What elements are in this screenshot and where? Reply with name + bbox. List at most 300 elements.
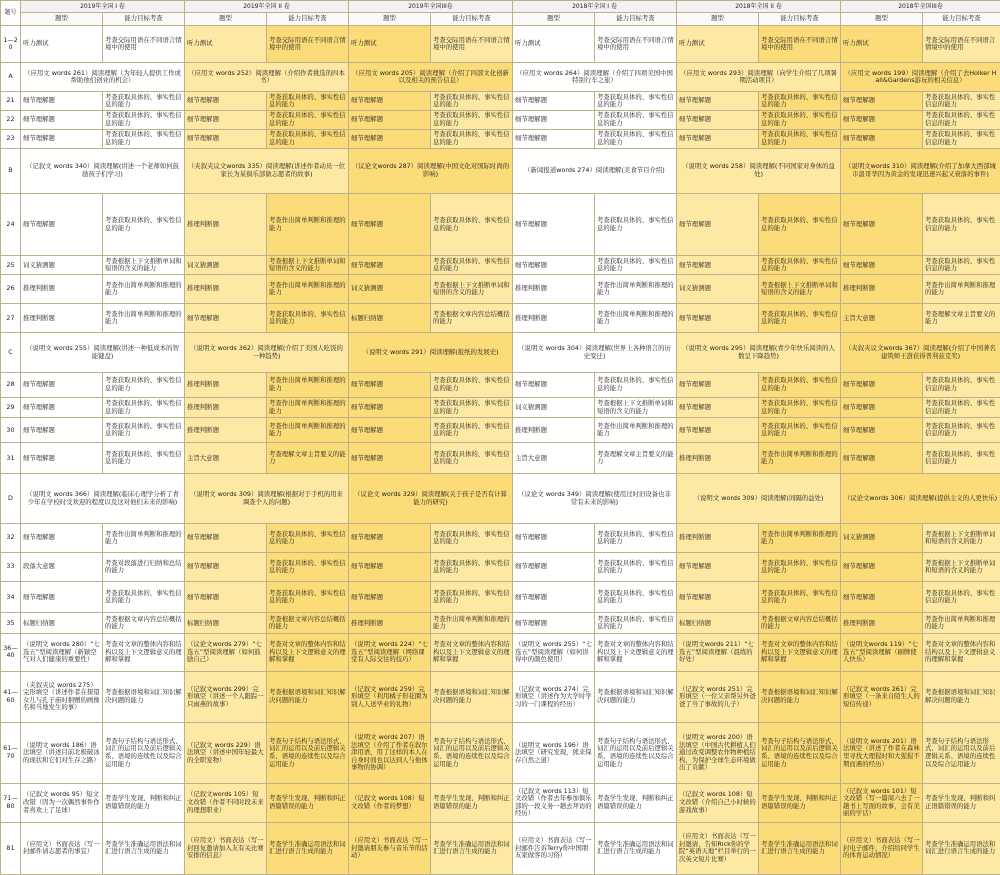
- ability-target: 考查获取具体的、事实性信息的能力: [431, 397, 513, 418]
- question-row: [1, 634, 1000, 671]
- ability-target: 考查作出简单判断和推理的能力: [267, 397, 349, 418]
- passage-description: （说明文 words 366）阅读理解(临床心理学分析了青少年在学校时受欢迎的程度以及这对他们未来的影响): [21, 474, 185, 524]
- passage-description: （说明文 words 295）阅读理解(青少年快乐阅读的人数呈下降趋势): [677, 333, 841, 372]
- question-type: 细节理解题: [21, 443, 103, 474]
- question-row: [1, 723, 1000, 783]
- ability-target: 考查获取具体的、事实性信息的能力: [759, 92, 841, 111]
- ability-target: 考查获取具体的、事实性信息的能力: [267, 553, 349, 582]
- ability-target: 考查理解文章主旨要义的能力: [923, 304, 1000, 333]
- question-type: 推理判断题: [21, 304, 103, 333]
- question-type: 推理判断题: [185, 194, 267, 256]
- ability-target: 考查获取具体的、事实性信息的能力: [759, 304, 841, 333]
- paper-title: 2018年全国 I 卷: [513, 1, 677, 13]
- ability-target: 考查获取具体的、事实性信息的能力: [759, 194, 841, 256]
- question-row: [1, 372, 1000, 397]
- ability-target: 考查获取具体的、事实性信息的能力: [923, 92, 1000, 111]
- column-header-type: 题型: [185, 13, 267, 25]
- question-row: [1, 418, 1000, 443]
- ability-target: 考查交际用语在不同语言情境中的使用: [759, 25, 841, 62]
- question-number: 30: [1, 418, 21, 443]
- ability-target: 考查对文章的整体内容和结构以及上下文逻辑意义的理解和掌握: [923, 634, 1000, 671]
- question-type: （记叙文 words 95）短文改错（因为一次偶然事件作者喜欢上了足球）: [21, 783, 103, 822]
- ability-target: 考查根据上下文推断单词和短语的含义的能力: [267, 256, 349, 275]
- question-row: [1, 111, 1000, 130]
- question-type: 细节理解题: [185, 524, 267, 553]
- question-type: 细节理解题: [349, 372, 431, 397]
- question-row: [1, 304, 1000, 333]
- question-number: 23: [1, 129, 21, 148]
- question-type: （应用文）书面表达（写一封回复邀请加入友有关比赛安排的信息）: [185, 822, 267, 874]
- ability-target: 考查获取具体的、事实性信息的能力: [923, 194, 1000, 256]
- question-type: （应用文）书面表达（写一封邀请朋友参与音乐节的活动）: [349, 822, 431, 874]
- paper-title-row: [1, 1, 1000, 13]
- ability-target: 考查学生准确运用语法和词汇进行语言生成的能力: [759, 822, 841, 874]
- question-type: （说明文 words 200）语法填空（中国古代耕植人们通过改变调整农作物种植结构，为保护全球生态环境做出了贡献）: [677, 723, 759, 783]
- question-type: 细节理解题: [349, 524, 431, 553]
- column-header-type: 题型: [841, 13, 923, 25]
- question-type: 听力测试: [513, 25, 595, 62]
- question-type: 细节理解题: [677, 304, 759, 333]
- ability-target: 考查获取具体的、事实性信息的能力: [103, 129, 185, 148]
- question-type: 标题归纳题: [21, 613, 103, 634]
- question-type: 细节理解题: [677, 111, 759, 130]
- ability-target: 考查作出简单判断和推理的能力: [595, 304, 677, 333]
- ability-target: 考查学生准确运用语法和词汇进行语言生成的能力: [923, 822, 1000, 874]
- ability-target: 考查获取具体的、事实性信息的能力: [431, 553, 513, 582]
- ability-target: 考查理解文章主旨要义的能力: [267, 443, 349, 474]
- question-number: 29: [1, 397, 21, 418]
- question-number: 25: [1, 256, 21, 275]
- question-type: 细节理解题: [349, 129, 431, 148]
- ability-target: 考查获取具体的、事实性信息的能力: [759, 256, 841, 275]
- ability-target: 考查获取具体的、事实性信息的能力: [923, 129, 1000, 148]
- ability-target: 考查学生发现、判断和纠正语篇错误的能力: [103, 783, 185, 822]
- question-type: 听力测试: [185, 25, 267, 62]
- question-type: 细节理解题: [349, 111, 431, 130]
- question-type: （说明文 words 196）语法填空（研究发现，熊来保存自然之道）: [513, 723, 595, 783]
- question-type: 细节理解题: [349, 553, 431, 582]
- ability-target: 考查获取具体的、事实性信息的能力: [759, 129, 841, 148]
- question-type: （记叙文 words 259）完形填空（利用橘子形花圈为别人人送毕业的礼物）: [349, 671, 431, 723]
- column-header-ability: 能力目标考查: [103, 13, 185, 25]
- column-header-ability: 能力目标考查: [759, 13, 841, 25]
- question-type: 听力测试: [349, 25, 431, 62]
- passage-row: [1, 333, 1000, 372]
- question-type: 推理判断题: [513, 275, 595, 304]
- question-row: [1, 256, 1000, 275]
- question-type: （说明文 words 224）“七选五”型阅读理解（网络课堂有人际交往的技巧）: [349, 634, 431, 671]
- question-type: 听力测试: [841, 25, 923, 62]
- question-number: 32: [1, 524, 21, 553]
- question-number: 41—60: [1, 671, 21, 723]
- question-type: 细节理解题: [349, 443, 431, 474]
- passage-description: （说明文 words 309）阅读理解(根据对于手机的用来调查个人的问题): [185, 474, 349, 524]
- ability-target: 考查获取具体的、事实性信息的能力: [267, 304, 349, 333]
- question-type: （记叙文words 105）短文改错（作者不同时段未来的理想职业）: [185, 783, 267, 822]
- question-type: 细节理解题: [513, 613, 595, 634]
- corner-header: 题号: [1, 1, 21, 26]
- question-number: B: [1, 148, 21, 194]
- passage-description: （议论文 words 349）阅读理解(使用过时旧设备也非常有未来的影响): [513, 474, 677, 524]
- ability-target: 考查获取具体的、事实性信息的能力: [431, 194, 513, 256]
- question-number: 33: [1, 553, 21, 582]
- question-number: 28: [1, 372, 21, 397]
- question-type: 主旨大意题: [185, 443, 267, 474]
- passage-description: （说明文 words 258）阅读理解(不同国家对身体的益处): [677, 148, 841, 194]
- ability-target: 考查获取具体的、事实性信息的能力: [103, 418, 185, 443]
- question-type: 主旨大意题: [513, 443, 595, 474]
- question-type: 细节理解题: [513, 582, 595, 613]
- ability-target: 考查获取具体的、事实性信息的能力: [759, 397, 841, 418]
- question-type: 词义猜测题: [349, 275, 431, 304]
- ability-target: 考查获取具体的、事实性信息的能力: [267, 129, 349, 148]
- question-type: 推理判断题: [185, 275, 267, 304]
- question-type: 细节理解题: [677, 553, 759, 582]
- question-number: 35: [1, 613, 21, 634]
- question-number: 26: [1, 275, 21, 304]
- ability-target: 考查获取具体的、事实性信息的能力: [103, 443, 185, 474]
- ability-target: 考查句子结构与语法形式、词汇的运用以及前后逻辑关系、语境的连续性以及综合运用能力: [923, 723, 1000, 783]
- ability-target: 考查获取具体的、事实性信息的能力: [595, 613, 677, 634]
- ability-target: 考查获取具体的、事实性信息的能力: [267, 111, 349, 130]
- question-type: （记叙文words 299）完形填空（讲述一个人跟踪一只雨燕的故事）: [185, 671, 267, 723]
- ability-target: 考查对文章的整体内容和结构以及上下文逻辑意义的理解和掌握: [431, 634, 513, 671]
- question-type: 细节理解题: [185, 582, 267, 613]
- ability-target: 考查作出简单判断和推理的能力: [759, 443, 841, 474]
- question-type: 词义猜测题: [841, 524, 923, 553]
- question-type: 推理判断题: [513, 304, 595, 333]
- ability-target: 考查学生发现、判断和纠正语篇错误的能力: [431, 783, 513, 822]
- ability-target: 考查学生发现、判断和纠正语篇错误的能力: [759, 783, 841, 822]
- question-type: 段落大意题: [21, 553, 103, 582]
- question-row: [1, 397, 1000, 418]
- ability-target: 考查作出简单判断和推理的能力: [103, 524, 185, 553]
- question-type: 细节理解题: [513, 129, 595, 148]
- question-type: （说明文 words 255）“七选五”型阅读理解（如何讲得中的颜色使用）: [513, 634, 595, 671]
- question-type: 细节理解题: [841, 553, 923, 582]
- question-type: 词义猜测题: [185, 256, 267, 275]
- ability-target: 考查根据文章内容总结概括的能力: [103, 613, 185, 634]
- ability-target: 考查根据文章内容总结概括的能力: [267, 613, 349, 634]
- question-number: 22: [1, 111, 21, 130]
- ability-target: 考查根据上下文推断单词和短语的含义的能力: [923, 524, 1000, 553]
- ability-target: 考查获取具体的、事实性信息的能力: [431, 418, 513, 443]
- passage-description: （说明文words 310）阅读理解(介绍了加拿大西部城市温哥华因为黄金的发现迅速兴起又衰落的事件): [841, 148, 1000, 194]
- question-type: 细节理解题: [185, 553, 267, 582]
- question-type: （说明文 words 186）语法填空（讲述目前北极破冰的现状和它们对生存之路）: [21, 723, 103, 783]
- question-row: [1, 822, 1000, 874]
- table-body: [1, 1, 1000, 875]
- question-type: 听力测试: [677, 25, 759, 62]
- ability-target: 考查获取具体的、事实性信息的能力: [431, 129, 513, 148]
- question-row: [1, 275, 1000, 304]
- question-type: 推理判断题: [841, 275, 923, 304]
- paper-title: 2019年全国III卷: [349, 1, 513, 13]
- ability-target: 考查交际用语在不同语言情境中的使用: [103, 25, 185, 62]
- question-type: 细节理解题: [21, 524, 103, 553]
- paper-title: 2019年全国 II 卷: [185, 1, 349, 13]
- ability-target: 考查交际用语在不同语言情境中的使用: [923, 25, 1000, 62]
- column-header-ability: 能力目标考查: [431, 13, 513, 25]
- question-type: 词义猜测题: [21, 256, 103, 275]
- passage-description: （记叙文 words 340）阅读理解(讲述一个老师如何鼓励孩子们学习): [21, 148, 185, 194]
- question-type: 听力测试: [21, 25, 103, 62]
- question-type: 细节理解题: [841, 372, 923, 397]
- ability-target: 考查根据语境和词汇知识解决问题的能力: [267, 671, 349, 723]
- question-type: （说明文 words 201）语法填空（讲述了作者在森林里寻找大理猩时和大猩猩不期而遇的经历）: [841, 723, 923, 783]
- ability-target: 考查作出简单判断和推理的能力: [595, 275, 677, 304]
- ability-target: 考查获取具体的、事实性信息的能力: [759, 553, 841, 582]
- ability-target: 考查句子结构与语法形式、词汇的运用以及前后逻辑关系、语境的连续性以及综合运用能力: [595, 723, 677, 783]
- passage-row: [1, 148, 1000, 194]
- ability-target: 考查作出简单判断和推理的能力: [103, 304, 185, 333]
- question-type: 细节理解题: [185, 111, 267, 130]
- ability-target: 考查获取具体的、事实性信息的能力: [103, 372, 185, 397]
- question-type: 细节理解题: [513, 372, 595, 397]
- ability-target: 考查对文章的整体内容和结构以及上下文逻辑意义的理解和掌握: [595, 634, 677, 671]
- ability-target: 考查获取具体的、事实性信息的能力: [595, 194, 677, 256]
- ability-target: 考查根据上下文推断单词和短语的含义的能力: [595, 397, 677, 418]
- ability-target: 考查获取具体的、事实性信息的能力: [595, 372, 677, 397]
- passage-description: （议论文 words 329）阅读理解(关于孩子是否有计算能力的研究): [349, 474, 513, 524]
- question-type: 细节理解题: [185, 92, 267, 111]
- paper-title: 2018年全国III卷: [841, 1, 1000, 13]
- question-type: （记叙文 words 113）短文改错（作者去年参加俱乐部的一段义务一趟去拜访的经历）: [513, 783, 595, 822]
- ability-target: 考查获取具体的、事实性信息的能力: [595, 111, 677, 130]
- passage-description: （议论文words 306）阅读理解(提倡主义的人更快乐): [841, 474, 1000, 524]
- question-type: 推理判断题: [677, 443, 759, 474]
- question-type: 细节理解题: [677, 397, 759, 418]
- question-row: [1, 671, 1000, 723]
- question-type: 词义猜测题: [513, 397, 595, 418]
- question-type: （记叙文 words 261）完形填空（一条来自陌生人的短信传递）: [841, 671, 923, 723]
- column-header-ability: 能力目标考查: [267, 13, 349, 25]
- passage-description: （说明文 words 362）阅读理解(介绍了美国人吃饭的一种趋势): [185, 333, 349, 372]
- question-row: [1, 613, 1000, 634]
- ability-target: 考查获取具体的、事实性信息的能力: [759, 372, 841, 397]
- question-type: （记叙文 words 229）语法填空（讲述中国年轻最大的全职宠物）: [185, 723, 267, 783]
- ability-target: 考查根据上下文推断单词和短语的含义的能力: [759, 275, 841, 304]
- ability-target: 考查作出简单判断和推理的能力: [431, 613, 513, 634]
- question-number: 21: [1, 92, 21, 111]
- ability-target: 考查获取具体的、事实性信息的能力: [103, 92, 185, 111]
- paper-title: 2018年全国 II 卷: [677, 1, 841, 13]
- question-type: 细节理解题: [513, 111, 595, 130]
- ability-target: 考查根据语境和词汇知识解决问题的能力: [103, 671, 185, 723]
- ability-target: 考查获取具体的、事实性信息的能力: [431, 582, 513, 613]
- ability-target: 考查学生准确运用语法和词汇进行语言生成的能力: [103, 822, 185, 874]
- ability-target: 考查学生发现、判断和纠正语篇错误的能力: [923, 783, 1000, 822]
- question-type: （夹叙夹议 words 275）完形填空（讲述作者在探望女儿与孔子庙时捐赠的画像名和当地发生的事）: [21, 671, 103, 723]
- passage-row: [1, 63, 1000, 92]
- ability-target: 考查作出简单判断和推理的能力: [267, 418, 349, 443]
- question-number: 31: [1, 443, 21, 474]
- passage-description: （应用文 words 264）阅读理解（介绍了四项美国中国特别行车之旅）: [513, 63, 677, 92]
- question-type: 细节理解题: [513, 256, 595, 275]
- question-number: C: [1, 333, 21, 372]
- question-type: 细节理解题: [841, 129, 923, 148]
- column-header-type: 题型: [677, 13, 759, 25]
- ability-target: 考查获取具体的、事实性信息的能力: [759, 418, 841, 443]
- ability-target: 考查获取具体的、事实性信息的能力: [431, 524, 513, 553]
- question-type: （应用文）书面表达（写一封邀请，告知Rick你的学院“英语天地”栏目举行的一次英文短片比赛）: [677, 822, 759, 874]
- ability-target: 考查根据文章内容总结概括的能力: [431, 304, 513, 333]
- ability-target: 考查学生发现、判断和纠正语篇错误的能力: [595, 783, 677, 822]
- question-row: [1, 553, 1000, 582]
- question-type: 细节理解题: [677, 256, 759, 275]
- ability-target: 考查获取具体的、事实性信息的能力: [595, 553, 677, 582]
- passage-description: （应用文 words 205）阅读理解（介绍了四部文化创新以及相关的预告信息）: [349, 63, 513, 92]
- ability-target: 考查理解文章主旨要义的能力: [595, 443, 677, 474]
- ability-target: 考查句子结构与语法形式、词汇的运用以及前后逻辑关系、语境的连续性以及综合运用能力: [267, 723, 349, 783]
- question-type: （记叙文 words 251）完形填空（一位父亲帮另外爸爸了当了事故的儿子）: [677, 671, 759, 723]
- ability-target: 考查获取具体的、事实性信息的能力: [759, 111, 841, 130]
- ability-target: 考查句子结构与语法形式、词汇的运用以及前后逻辑关系、语境的连续性以及综合运用能力: [103, 723, 185, 783]
- question-type: （记叙文 words 101）短文改错（写一篇周六去了一趟书上写面的故事，会有美丽的学话）: [841, 783, 923, 822]
- ability-target: 考查根据上下文推断单词和短语的含义的能力: [103, 256, 185, 275]
- question-type: （记叙文 words 274）完形填空（讲述作为大学时学习的一门课程的经历）: [513, 671, 595, 723]
- question-type: 细节理解题: [349, 256, 431, 275]
- ability-target: 考查获取具体的、事实性信息的能力: [923, 397, 1000, 418]
- question-type: 细节理解题: [677, 418, 759, 443]
- question-number: A: [1, 63, 21, 92]
- ability-target: 考查获取具体的、事实性信息的能力: [431, 111, 513, 130]
- passage-description: （说明文 words 255）阅读理解(讲述一种低成本的智能键盘): [21, 333, 185, 372]
- question-row: [1, 443, 1000, 474]
- ability-target: 考查根据文章内容总结概括的能力: [759, 613, 841, 634]
- passage-description: （新闻报道words 274）阅读理解(美食节目介绍): [513, 148, 677, 194]
- question-number: 27: [1, 304, 21, 333]
- question-type: 细节理解题: [185, 304, 267, 333]
- question-type: 推理判断题: [677, 524, 759, 553]
- ability-target: 考查获取具体的、事实性信息的能力: [923, 443, 1000, 474]
- passage-description: （说明文 words 291）阅读理解(报纸的发展史): [349, 333, 513, 372]
- question-type: 细节理解题: [677, 372, 759, 397]
- passage-row: [1, 474, 1000, 524]
- ability-target: 考查获取具体的、事实性信息的能力: [431, 443, 513, 474]
- question-number: 61—70: [1, 723, 21, 783]
- passage-description: （夹叙夹议文words 335）阅读理解(讲述作者动员一位家长为某俱乐部做志愿者的故事): [185, 148, 349, 194]
- ability-target: 考查对文章的整体内容和结构以及上下文逻辑意义的理解和掌握: [267, 634, 349, 671]
- ability-target: 考查作出简单判断和推理的能力: [759, 524, 841, 553]
- ability-target: 考查获取具体的、事实性信息的能力: [595, 582, 677, 613]
- question-type: 细节理解题: [513, 524, 595, 553]
- question-type: 细节理解题: [21, 397, 103, 418]
- question-type: 细节理解题: [513, 194, 595, 256]
- question-number: 34: [1, 582, 21, 613]
- question-type: 细节理解题: [677, 92, 759, 111]
- ability-target: 考查获取具体的、事实性信息的能力: [267, 524, 349, 553]
- question-type: 推理判断题: [185, 397, 267, 418]
- column-header-row: [1, 13, 1000, 25]
- question-type: （议论文words 279）“七选五”型阅读理解（如何鼓励自己）: [185, 634, 267, 671]
- question-type: （应用文）书面表达（写一封邮件告诉Terry你中国朋友家做客的习俗）: [513, 822, 595, 874]
- question-type: 细节理解题: [841, 92, 923, 111]
- question-type: 细节理解题: [349, 397, 431, 418]
- question-number: 1—20: [1, 25, 21, 62]
- question-type: （说明文words 119）“七选五”型阅读理解（刷牌使人快乐）: [841, 634, 923, 671]
- ability-target: 考查获取具体的、事实性信息的能力: [431, 372, 513, 397]
- ability-target: 考查作出简单判断和推理的能力: [267, 372, 349, 397]
- question-type: （记叙文 words 108）短文改错（作者的梦想）: [349, 783, 431, 822]
- question-type: 细节理解题: [841, 256, 923, 275]
- question-type: 主旨大意题: [841, 304, 923, 333]
- passage-description: （夹叙夹议文words 367）阅读理解(介绍了中国著名建筑师王澍获得普利兹克奖): [841, 333, 1000, 372]
- question-type: （应用文）书面表达（写一封电子邮件，介绍给同学生的体育运动情况）: [841, 822, 923, 874]
- question-type: 细节理解题: [21, 129, 103, 148]
- ability-target: 考查作出简单判断和推理的能力: [923, 613, 1000, 634]
- ability-target: 考查获取具体的、事实性信息的能力: [923, 418, 1000, 443]
- ability-target: 考查根据上下文推断单词和短语的含义的能力: [923, 553, 1000, 582]
- question-type: 细节理解题: [349, 92, 431, 111]
- question-type: （说明文words 211）“七选五”型阅读理解（晨练的好处）: [677, 634, 759, 671]
- question-row: [1, 25, 1000, 62]
- question-type: 细节理解题: [513, 553, 595, 582]
- ability-target: 考查获取具体的、事实性信息的能力: [759, 582, 841, 613]
- passage-description: （应用文 words 199）阅读理解（介绍了去Holker Hall&Gardens游玩的相关信息）: [841, 63, 1000, 92]
- question-type: 细节理解题: [21, 582, 103, 613]
- question-row: [1, 194, 1000, 256]
- ability-target: 考查作出简单判断和推理的能力: [267, 275, 349, 304]
- passage-description: （说明文 words 309）阅读理解(间隔的益处): [677, 474, 841, 524]
- question-type: 推理判断题: [21, 275, 103, 304]
- question-type: （记叙文 words 108）短文改错（介绍自己小时候的游戏故事）: [677, 783, 759, 822]
- question-number: 71—80: [1, 783, 21, 822]
- ability-target: 考查学生准确运用语法和词汇进行语言生成的能力: [267, 822, 349, 874]
- ability-target: 考查交际用语在不同语言情境中的使用: [595, 25, 677, 62]
- ability-target: 考查获取具体的、事实性信息的能力: [595, 92, 677, 111]
- ability-target: 考查获取具体的、事实性信息的能力: [103, 582, 185, 613]
- ability-target: 考查获取具体的、事实性信息的能力: [103, 111, 185, 130]
- ability-target: 考查作出简单判断和推理的能力: [103, 275, 185, 304]
- question-type: 细节理解题: [21, 418, 103, 443]
- column-header-ability: 能力目标考查: [923, 13, 1000, 25]
- ability-target: 考查对文章的整体内容和结构以及上下文逻辑意义的理解和掌握: [103, 634, 185, 671]
- ability-target: 考查句子结构与语法形式、词汇的运用以及前后逻辑关系、语境的连续性以及综合运用能力: [431, 723, 513, 783]
- ability-target: 考查获取具体的、事实性信息的能力: [431, 256, 513, 275]
- column-header-type: 题型: [21, 13, 103, 25]
- question-type: 细节理解题: [841, 111, 923, 130]
- ability-target: 考查获取具体的、事实性信息的能力: [923, 582, 1000, 613]
- question-type: 推理判断题: [349, 613, 431, 634]
- question-type: 推理判断题: [185, 418, 267, 443]
- ability-target: 考查获取具体的、事实性信息的能力: [923, 111, 1000, 130]
- ability-target: 考查交际用语在不同语言情境中的使用: [267, 25, 349, 62]
- passage-description: （应用文 words 252）阅读理解（介绍作者挑选的四本书）: [185, 63, 349, 92]
- question-row: [1, 129, 1000, 148]
- question-type: 细节理解题: [677, 582, 759, 613]
- passage-description: （应用文 words 261）阅读理解（为年轻人提供工作或帮助他们创业的机会）: [21, 63, 185, 92]
- question-row: [1, 582, 1000, 613]
- ability-target: 考查获取具体的、事实性信息的能力: [431, 92, 513, 111]
- ability-target: 考查获取具体的、事实性信息的能力: [923, 372, 1000, 397]
- question-number: 36—40: [1, 634, 21, 671]
- question-type: 细节理解题: [349, 194, 431, 256]
- question-type: 细节理解题: [841, 582, 923, 613]
- ability-target: 考查根据语境和词汇知识解决问题的能力: [923, 671, 1000, 723]
- ability-target: 考查学生准确运用语法和词汇进行语言生成的能力: [595, 822, 677, 874]
- question-number: 24: [1, 194, 21, 256]
- question-type: （说明文 words 280）“七选五”型阅读理解（新颖空气对人们健康的重要性）: [21, 634, 103, 671]
- ability-target: 考查根据上下文推断单词和短语的含义的能力: [431, 275, 513, 304]
- ability-target: 考查获取具体的、事实性信息的能力: [103, 397, 185, 418]
- question-number: D: [1, 474, 21, 524]
- passage-description: （应用文 words 293）阅读理解（向学生介绍了几项暑期活动项目）: [677, 63, 841, 92]
- question-type: 细节理解题: [841, 443, 923, 474]
- question-type: 细节理解题: [677, 129, 759, 148]
- ability-target: 考查获取具体的、事实性信息的能力: [267, 582, 349, 613]
- ability-target: 考查学生发现、判断和纠正语篇错误的能力: [267, 783, 349, 822]
